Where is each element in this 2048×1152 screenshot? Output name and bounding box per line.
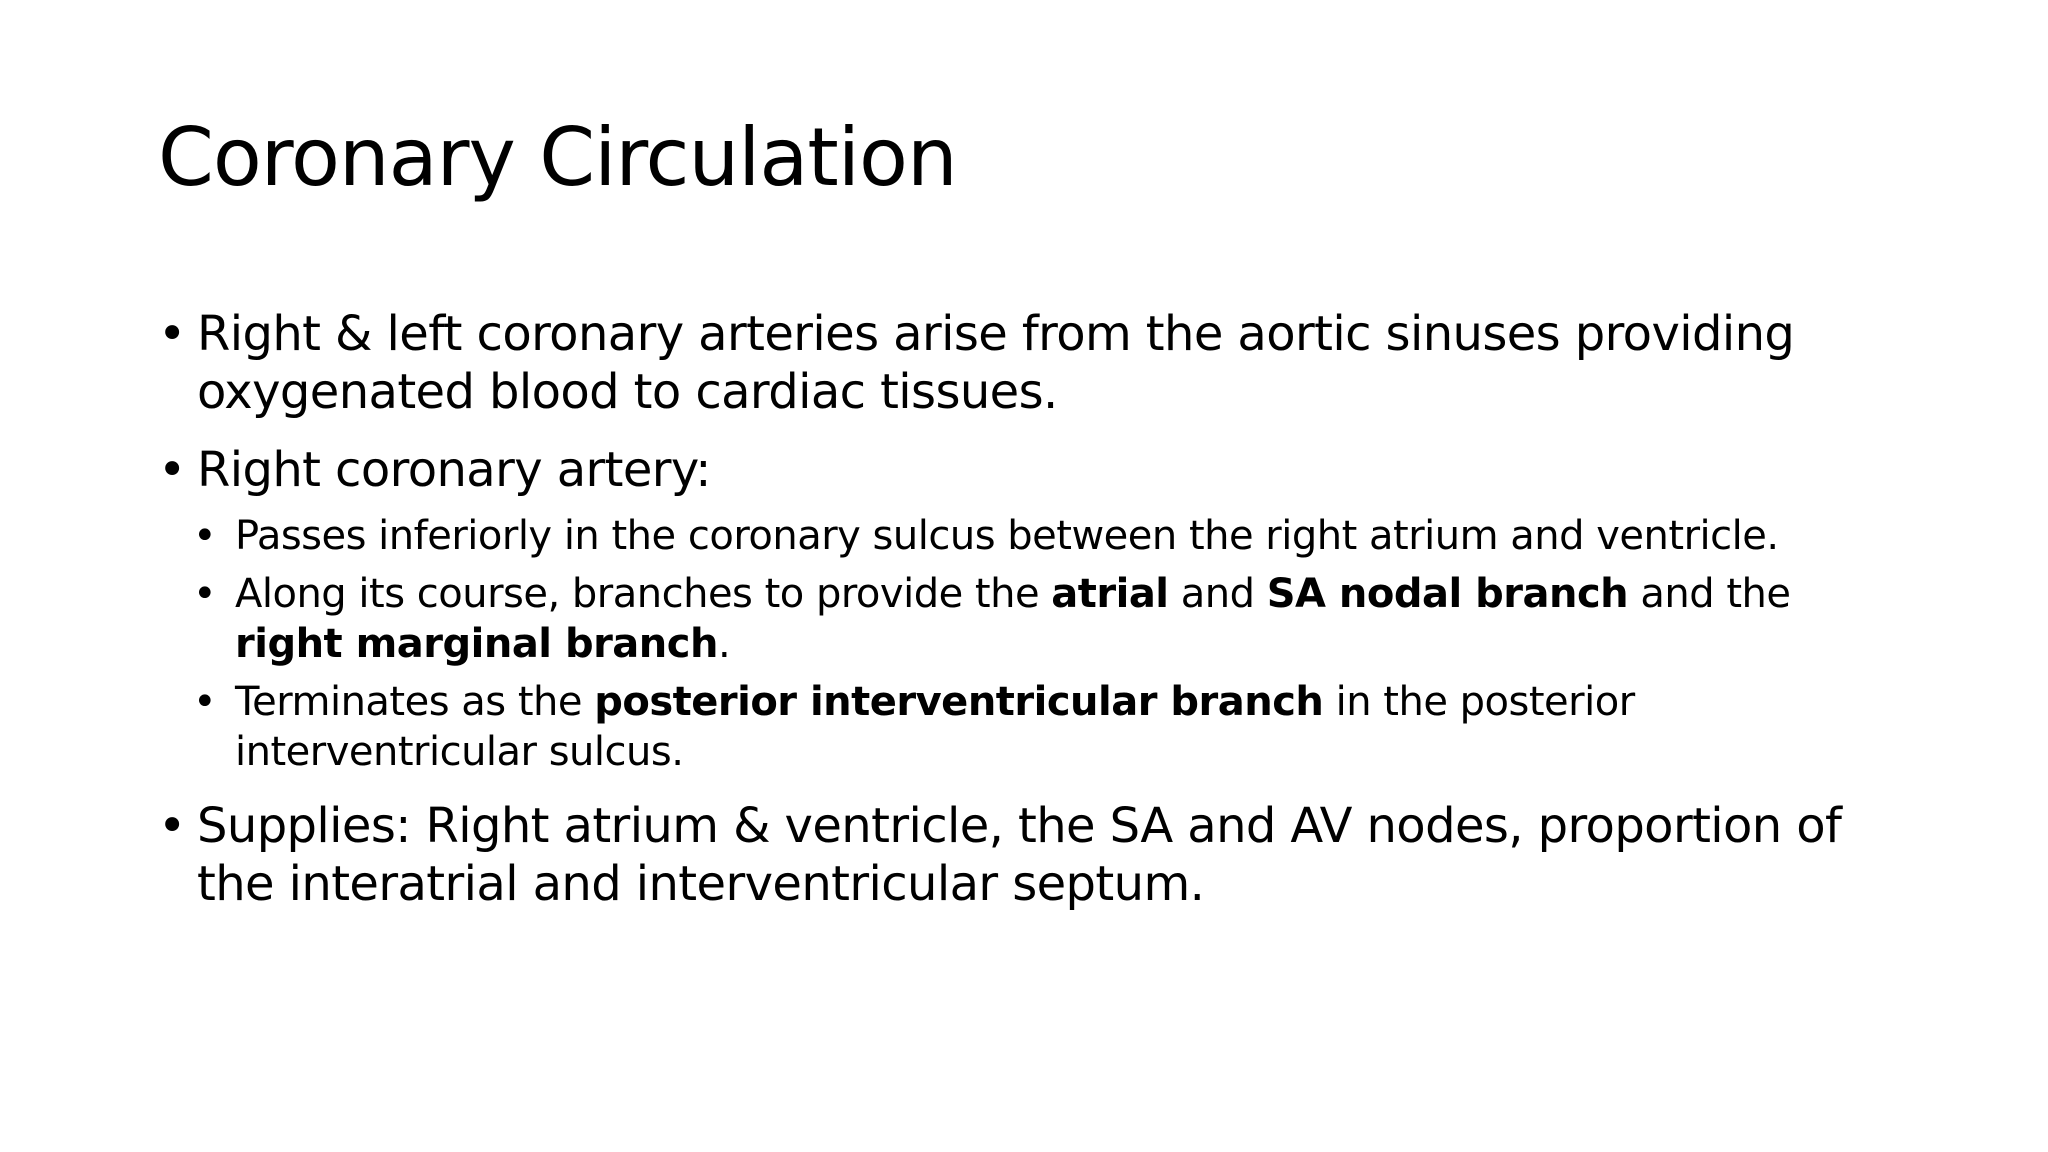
bold-term: posterior interventricular branch — [594, 679, 1324, 725]
slide-body — [158, 305, 1908, 933]
bold-term: right marginal branch — [235, 621, 718, 667]
sub-bullet-icon: • — [193, 513, 217, 559]
sub-bullet-item-passes — [158, 511, 1908, 561]
bold-term: atrial — [1051, 571, 1169, 617]
bullet-list — [158, 305, 1908, 913]
bullet-text: Supplies: Right atrium & ventricle, the SA and AV nodes, proportion of the interatrial and interventricular septum. — [197, 798, 1842, 912]
bullet-icon: • — [158, 306, 186, 362]
sub-bullet-item-terminates — [158, 677, 1908, 777]
bullet-item-arteries-origin — [158, 305, 1908, 421]
bullet-text: Right & left coronary arteries arise from the aortic sinuses providing oxygenated blood to cardiac tissues. — [197, 306, 1795, 420]
bullet-icon: • — [158, 798, 186, 854]
sub-bullet-list — [193, 511, 1908, 777]
sub-bullet-icon: • — [193, 679, 217, 725]
sub-bullet-text: Terminates as the posterior interventricular branch in the posterior interventricular sulcus. — [235, 679, 1635, 775]
bullet-item-supplies — [158, 797, 1908, 913]
sub-bullet-icon: • — [193, 571, 217, 617]
sub-bullet-text: Along its course, branches to provide the atrial and SA nodal branch and the right marginal branch. — [235, 571, 1791, 667]
sub-bullet-text: Passes inferiorly in the coronary sulcus between the right atrium and ventricle. — [235, 513, 1779, 559]
sub-bullet-item-branches — [158, 569, 1908, 669]
bullet-icon: • — [158, 442, 186, 498]
bold-term: SA nodal branch — [1266, 571, 1629, 617]
bullet-item-right-coronary-artery — [158, 441, 1908, 777]
slide-title: Coronary Circulation — [158, 111, 957, 204]
bullet-text: Right coronary artery: — [197, 442, 711, 498]
